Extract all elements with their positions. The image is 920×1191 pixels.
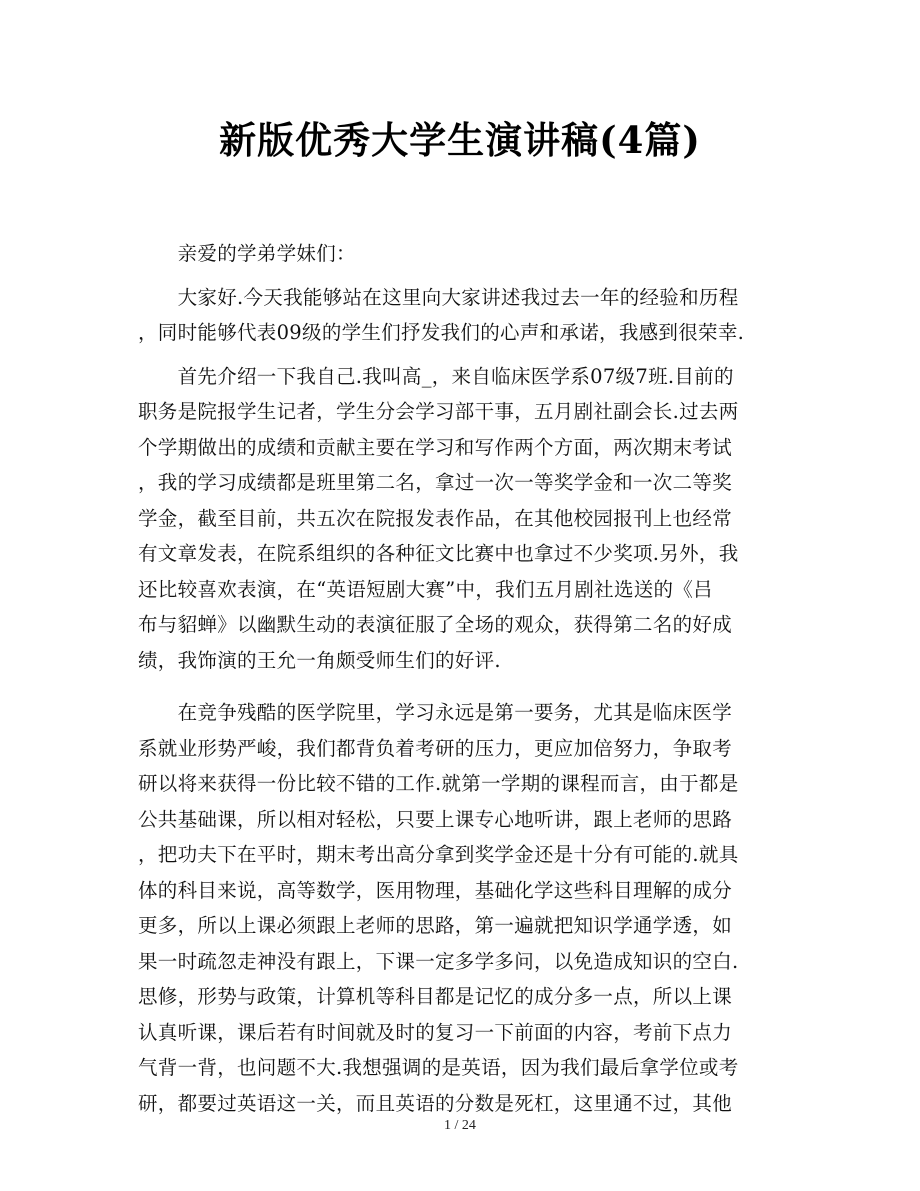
- paragraph-line: 有文章发表，在院系组织的各种征文比赛中也拿过不少奖项.另外，我: [138, 542, 739, 565]
- paragraph-line: 研，都要过英语这一关，而且英语的分数是死杠，这里通不过，其他: [138, 1091, 733, 1115]
- paragraph-line: 果一时疏忽走神没有跟上，下课一定多学多问，以免造成知识的空白.: [138, 949, 739, 973]
- paragraph-line: 首先介绍一下我自己.我叫高_，来自临床医学系07级7班.目前的: [138, 364, 734, 388]
- paragraph-line: 研以将来获得一份比较不错的工作.就第一学期的课程而言，由于都是: [138, 772, 739, 795]
- paragraph-line: 还比较喜欢表演，在“英语短剧大赛”中，我们五月剧社选送的《吕: [138, 577, 713, 601]
- paragraph-line: 更多，所以上课必须跟上老师的思路，第一遍就把知识学通学透，如: [138, 914, 733, 937]
- paragraph-line: ，我的学习成绩都是班里第二名，拿过一次一等奖学金和一次二等奖: [138, 471, 733, 494]
- paragraph-line: ，把功夫下在平时，期末考出高分拿到奖学金还是十分有可能的.就具: [138, 843, 739, 866]
- paragraph-line: 认真听课，课后若有时间就及时的复习一下前面的内容，考前下点力: [138, 1020, 733, 1044]
- paragraph-line: 职务是院报学生记者，学生分会学习部干事，五月剧社副会长.过去两: [138, 400, 739, 423]
- paragraph-line: 体的科目来说，高等数学，医用物理，基础化学这些科目理解的成分: [138, 878, 733, 902]
- paragraph-line: 在竞争残酷的医学院里，学习永远是第一要务，尤其是临床医学: [138, 701, 733, 724]
- paragraph-line: 大家好.今天我能够站在这里向大家讲述我过去一年的经验和历程: [138, 285, 739, 309]
- paragraph-line: 思修，形势与政策，计算机等科目都是记忆的成分多一点，所以上课: [138, 985, 733, 1008]
- page-number: 1 / 24: [444, 1118, 476, 1133]
- paragraph-line: 学金，截至目前，共五次在院报发表作品，在其他校园报刊上也经常: [138, 506, 733, 530]
- paragraph-line: 个学期做出的成绩和贡献主要在学习和写作两个方面，两次期末考试: [138, 435, 733, 459]
- document-body: [138, 236, 778, 1121]
- document-title: 新版优秀大学生演讲稿(4篇): [219, 118, 701, 162]
- paragraph-line: 绩，我饰演的王允一角颇受师生们的好评.: [138, 648, 501, 672]
- paragraph-line: 公共基础课，所以相对轻松，只要上课专心地听讲，跟上老师的思路: [138, 807, 733, 831]
- paragraph-line: 气背一背，也问题不大.我想强调的是英语，因为我们最后拿学位或考: [138, 1056, 739, 1079]
- paragraph-line: 布与貂蝉》以幽默生动的表演征服了全场的观众，获得第二名的好成: [138, 613, 733, 636]
- paragraph-line: 系就业形势严峻，我们都背负着考研的压力，更应加倍努力，争取考: [138, 736, 733, 760]
- greeting-line: 亲爱的学弟学妹们：: [138, 242, 356, 265]
- paragraph-line: ，同时能够代表09级的学生们抒发我们的心声和承诺，我感到很荣幸.: [138, 321, 745, 344]
